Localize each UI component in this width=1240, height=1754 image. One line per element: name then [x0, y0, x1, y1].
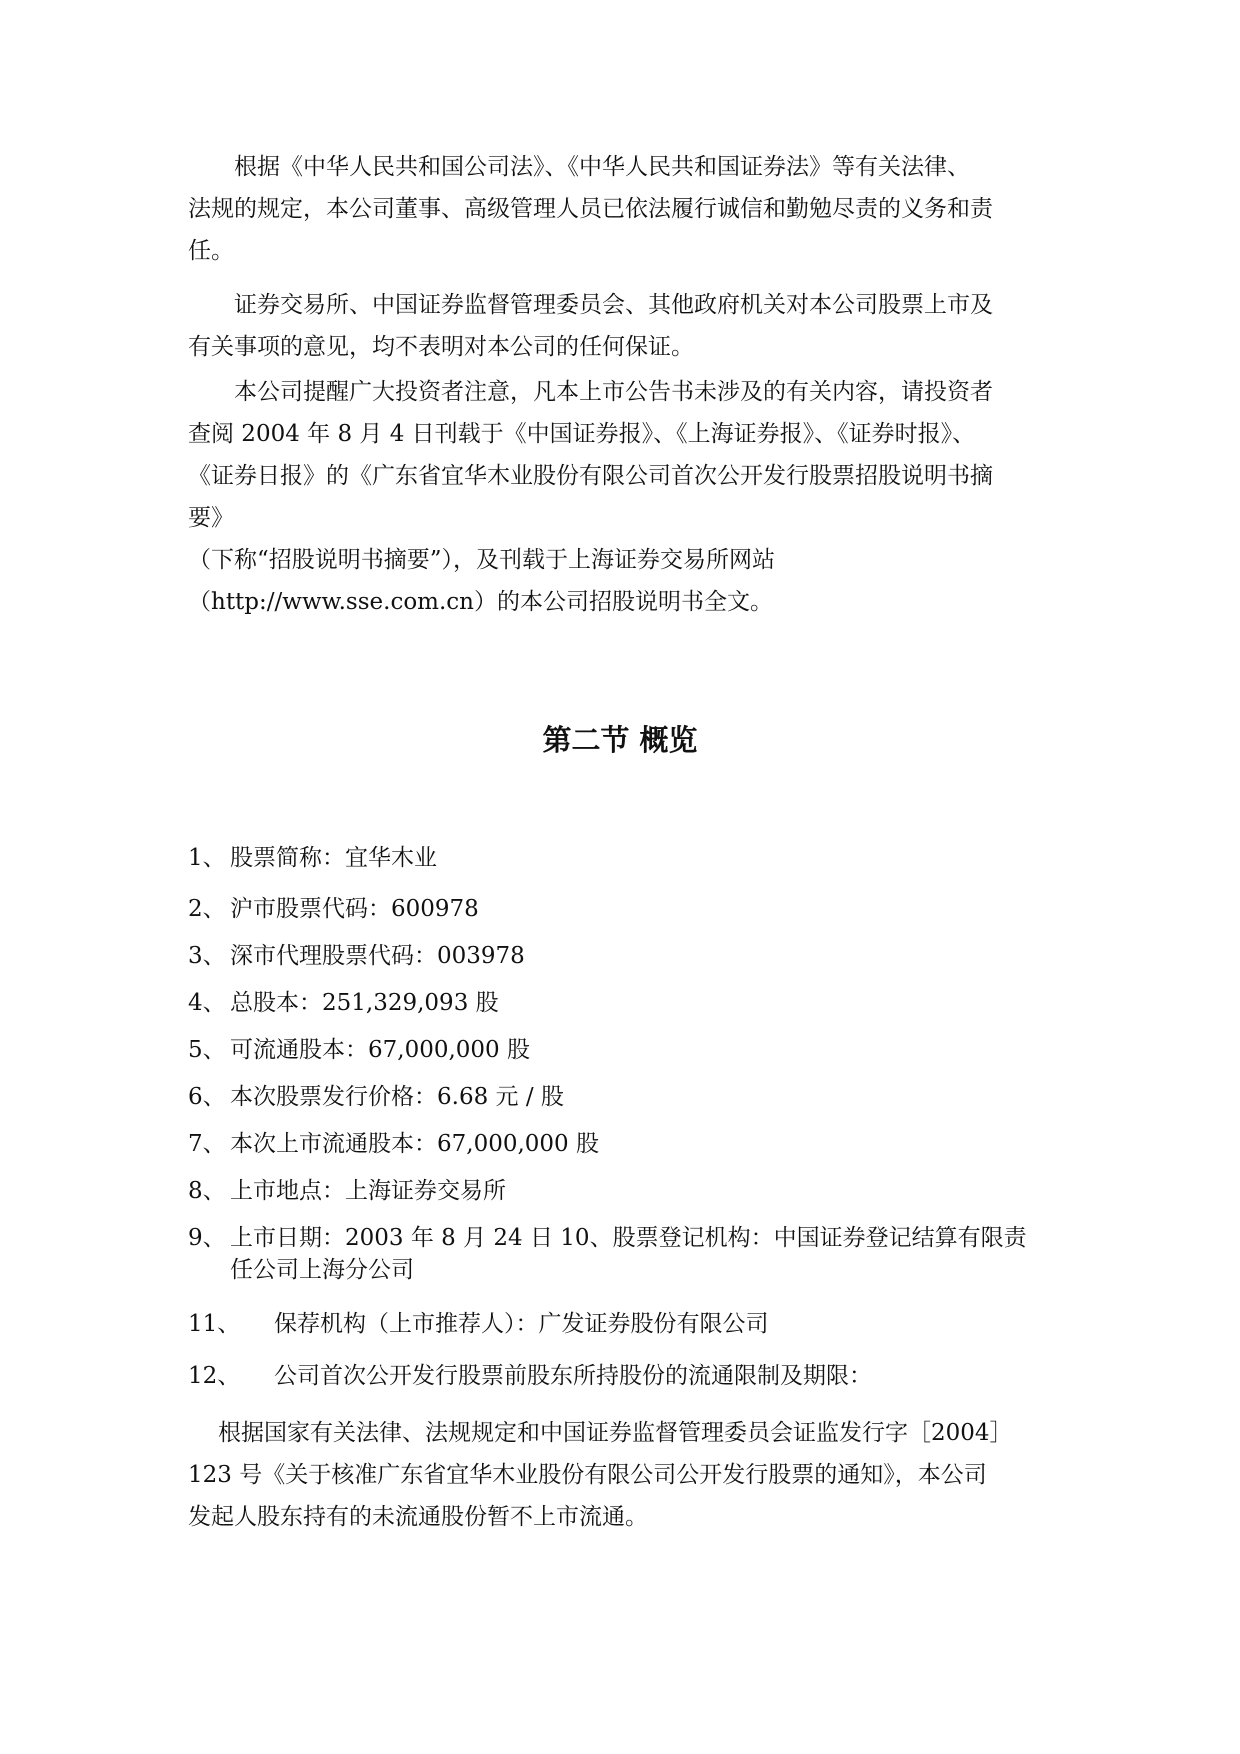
list-item-number: 5、	[188, 1037, 226, 1063]
paragraph-line: 发起人股东持有的未流通股份暂不上市流通。	[188, 1504, 648, 1530]
list-item-text: 本次上市流通股本：67,000,000 股	[230, 1131, 599, 1157]
list-item-number: 3、	[188, 943, 226, 969]
list-item-text: 股票简称：宜华木业	[230, 845, 437, 871]
list-item-number: 9、	[188, 1225, 226, 1251]
list-item-continuation: 任公司上海分公司	[230, 1257, 414, 1283]
paragraph-line: 根据国家有关法律、法规规定和中国证券监督管理委员会证监发行字［2004］	[218, 1420, 1013, 1446]
list-item-text: 可流通股本：67,000,000 股	[230, 1037, 530, 1063]
list-item-number: 4、	[188, 990, 226, 1016]
paragraph-line: 证券交易所、中国证券监督管理委员会、其他政府机关对本公司股票上市及	[234, 292, 993, 318]
list-item-number: 2、	[188, 896, 226, 922]
list-item-number: 1、	[188, 845, 226, 871]
list-item	[188, 1308, 1068, 1340]
list-item	[188, 940, 1068, 972]
list-item	[188, 1175, 1068, 1207]
list-item	[188, 893, 1068, 925]
paragraph-line: （下称“招股说明书摘要”），及刊载于上海证券交易所网站	[188, 547, 776, 573]
list-item	[188, 1360, 1068, 1392]
paragraph-line: 《证券日报》的《广东省宜华木业股份有限公司首次公开发行股票招股说明书摘	[188, 463, 993, 489]
list-item	[188, 1128, 1068, 1160]
paragraph-line: 查阅 2004 年 8 月 4 日刊载于《中国证券报》、《上海证券报》、《证券时报》、	[188, 421, 976, 447]
list-item-text: 上市地点：上海证券交易所	[230, 1178, 506, 1204]
paragraph-line: 法规的规定，本公司董事、高级管理人员已依法履行诚信和勤勉尽责的义务和责	[188, 196, 993, 222]
paragraph-circulation-restriction	[188, 1412, 1068, 1538]
list-item-number: 6、	[188, 1084, 226, 1110]
paragraph-line: 本公司提醒广大投资者注意，凡本上市公告书未涉及的有关内容，请投资者	[234, 379, 993, 405]
list-item-number: 7、	[188, 1131, 226, 1157]
list-item	[188, 1222, 1068, 1286]
list-item-text: 公司首次公开发行股票前股东所持股份的流通限制及期限：	[274, 1363, 872, 1389]
paragraph-investor-notice	[188, 371, 1068, 623]
paragraph-line: 有关事项的意见，均不表明对本公司的任何保证。	[188, 334, 694, 360]
paragraph-line: 任。	[188, 238, 234, 264]
list-item	[188, 987, 1068, 1019]
paragraph-line: 根据《中华人民共和国公司法》、《中华人民共和国证券法》等有关法律、	[234, 154, 970, 180]
list-item-text: 保荐机构（上市推荐人）：广发证券股份有限公司	[274, 1311, 769, 1337]
section-title: 第二节 概览	[542, 723, 698, 757]
list-item	[188, 1034, 1068, 1066]
list-item	[188, 1081, 1068, 1113]
paragraph-no-guarantee	[188, 284, 1068, 368]
list-item-text: 上市日期：2003 年 8 月 24 日 10、股票登记机构：中国证券登记结算有限责	[230, 1225, 1027, 1251]
list-item-text: 深市代理股票代码：003978	[230, 943, 525, 969]
list-item-text: 总股本：251,329,093 股	[230, 990, 499, 1016]
list-item-number: 8、	[188, 1178, 226, 1204]
paragraph-line: （http://www.sse.com.cn）的本公司招股说明书全文。	[188, 589, 773, 615]
list-item-text: 本次股票发行价格：6.68 元 / 股	[230, 1084, 564, 1110]
list-item-number: 12、	[188, 1363, 241, 1389]
list-item-text: 沪市股票代码：600978	[230, 896, 479, 922]
list-item-number: 11、	[188, 1311, 241, 1337]
list-item	[188, 842, 1068, 874]
paragraph-line: 要》	[188, 505, 234, 531]
paragraph-line: 123 号《关于核准广东省宜华木业股份有限公司公开发行股票的通知》，本公司	[188, 1462, 987, 1488]
paragraph-legal-basis	[188, 146, 1068, 272]
